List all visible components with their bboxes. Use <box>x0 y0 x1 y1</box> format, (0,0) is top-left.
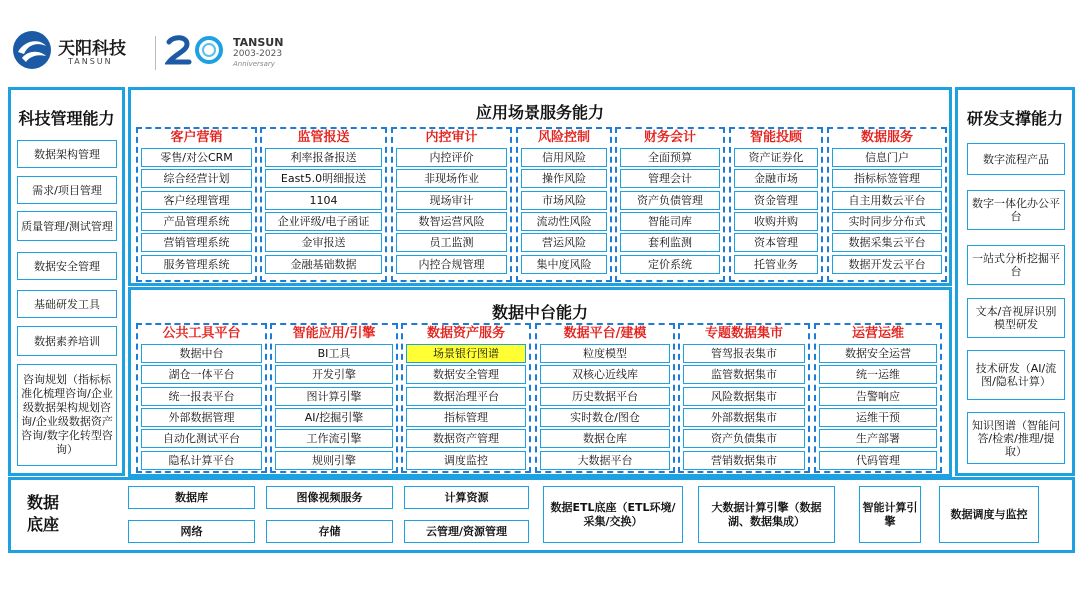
group-item: 资本管理 <box>734 233 818 252</box>
group-item: 营销数据集市 <box>683 451 805 470</box>
base-item: 计算资源 <box>404 486 529 509</box>
group-item: 资产负债集市 <box>683 429 805 448</box>
group-header: 监管报送 <box>297 130 350 145</box>
left-item: 咨询规划（指标标准化梳理咨询/企业级数据架构规划咨询/企业级数据资产咨询/数字化转型咨询） <box>17 364 117 466</box>
base-item: 网络 <box>128 520 255 543</box>
group-item: 数据资产管理 <box>406 429 526 448</box>
base-item: 数据库 <box>128 486 255 509</box>
group-item: 集中度风险 <box>521 255 607 274</box>
anniversary-word: Anniversary <box>233 60 275 68</box>
group-item: 规则引擎 <box>275 451 393 470</box>
group-item: 客户经理管理 <box>141 191 252 210</box>
group-item: 操作风险 <box>521 169 607 188</box>
group-item: 流动性风险 <box>521 212 607 231</box>
right-item: 数字流程产品 <box>967 143 1065 175</box>
group-item: 信息门户 <box>832 148 942 167</box>
group-item: 代码管理 <box>819 451 937 470</box>
group-header: 专题数据集市 <box>704 326 783 341</box>
group-item: 内控评价 <box>396 148 507 167</box>
group-item: BI工具 <box>275 344 393 363</box>
group-item: 外部数据集市 <box>683 408 805 427</box>
group-item: 资产证券化 <box>734 148 818 167</box>
group-item: 数据开发云平台 <box>832 255 942 274</box>
group-header: 智能应用/引擎 <box>292 326 376 341</box>
header-divider <box>155 36 156 70</box>
group-item: 统一运维 <box>819 365 937 384</box>
right-item: 技术研发（AI/流图/隐私计算） <box>967 350 1065 400</box>
capability-group <box>401 323 531 473</box>
capability-group <box>615 127 725 282</box>
group-item: 湖仓一体平台 <box>141 365 262 384</box>
capability-group <box>535 323 675 473</box>
group-item: 历史数据平台 <box>540 387 670 406</box>
group-item: 调度监控 <box>406 451 526 470</box>
capability-group <box>260 127 387 282</box>
group-item: 零售/对公CRM <box>141 148 252 167</box>
rd-support-panel <box>955 87 1075 476</box>
group-header: 客户营销 <box>170 130 223 145</box>
group-item: 数智运营风险 <box>396 212 507 231</box>
application-panel <box>128 87 952 286</box>
base-item: 大数据计算引擎（数据湖、数据集成） <box>698 486 835 543</box>
group-item: 粒度模型 <box>540 344 670 363</box>
anniversary-years: 2003-2023 <box>233 49 283 59</box>
group-item: 告警响应 <box>819 387 937 406</box>
capability-group <box>391 127 512 282</box>
capability-group <box>136 127 257 282</box>
group-item: 托管业务 <box>734 255 818 274</box>
group-item: 收购并购 <box>734 212 818 231</box>
group-item: 数据安全运营 <box>819 344 937 363</box>
group-item: 产品管理系统 <box>141 212 252 231</box>
base-item: 图像视频服务 <box>266 486 393 509</box>
group-item: 管驾报表集市 <box>683 344 805 363</box>
group-item: 图计算引擎 <box>275 387 393 406</box>
group-item: 数据治理平台 <box>406 387 526 406</box>
group-header: 公共工具平台 <box>162 326 241 341</box>
group-item: East5.0明细报送 <box>265 169 382 188</box>
company-en: TANSUN <box>68 57 113 66</box>
panel-title: 研发支撑能力 <box>966 109 1063 128</box>
group-item: 市场风险 <box>521 191 607 210</box>
capability-group <box>516 127 612 282</box>
group-item: 实时同步分布式 <box>832 212 942 231</box>
group-item: AI/挖掘引擎 <box>275 408 393 427</box>
group-header: 运营运维 <box>851 326 904 341</box>
base-item: 数据调度与监控 <box>939 486 1039 543</box>
group-item: 金审报送 <box>265 233 382 252</box>
group-item: 信用风险 <box>521 148 607 167</box>
group-item: 金融市场 <box>734 169 818 188</box>
base-item: 智能计算引擎 <box>859 486 921 543</box>
group-item: 开发引擎 <box>275 365 393 384</box>
group-item: 指标标签管理 <box>832 169 942 188</box>
left-item: 需求/项目管理 <box>17 176 117 204</box>
capability-group <box>136 323 267 473</box>
group-item: 外部数据管理 <box>141 408 262 427</box>
capability-group <box>814 323 942 473</box>
base-item: 存储 <box>266 520 393 543</box>
panel-title: 科技管理能力 <box>18 109 115 128</box>
base-item: 云管理/资源管理 <box>404 520 529 543</box>
left-item: 基础研发工具 <box>17 290 117 318</box>
group-item: 管理会计 <box>620 169 720 188</box>
panel-title: 数据中台能力 <box>491 303 588 322</box>
group-item: 1104 <box>265 191 382 210</box>
group-item: 数据仓库 <box>540 429 670 448</box>
anniversary-20-logo <box>165 34 227 68</box>
capability-group <box>729 127 823 282</box>
group-item: 金融基础数据 <box>265 255 382 274</box>
group-item: 指标管理 <box>406 408 526 427</box>
group-item: 统一报表平台 <box>141 387 262 406</box>
group-item: 运维干预 <box>819 408 937 427</box>
group-item: 实时数仓/图仓 <box>540 408 670 427</box>
group-item: 数据中台 <box>141 344 262 363</box>
capability-group <box>270 323 398 473</box>
right-item: 一站式分析挖掘平台 <box>967 245 1065 285</box>
group-item: 非现场作业 <box>396 169 507 188</box>
group-item: 数据安全管理 <box>406 365 526 384</box>
right-item: 文本/音视屏识别模型研发 <box>967 298 1065 338</box>
group-item: 套利监测 <box>620 233 720 252</box>
group-item: 企业评级/电子函证 <box>265 212 382 231</box>
group-item: 场景银行图谱 <box>406 344 526 363</box>
group-item: 智能司库 <box>620 212 720 231</box>
group-item: 全面预算 <box>620 148 720 167</box>
group-item: 生产部署 <box>819 429 937 448</box>
left-item: 数据素养培训 <box>17 326 117 356</box>
tech-management-panel <box>8 87 125 476</box>
group-item: 双核心近线库 <box>540 365 670 384</box>
right-item: 数字一体化办公平台 <box>967 190 1065 230</box>
tansun-logo-icon <box>12 30 52 70</box>
group-item: 定价系统 <box>620 255 720 274</box>
data-middle-platform-panel <box>128 287 952 477</box>
right-item: 知识图谱（智能问答/检索/推理/提取） <box>967 412 1065 464</box>
group-item: 隐私计算平台 <box>141 451 262 470</box>
group-item: 员工监测 <box>396 233 507 252</box>
panel-title: 应用场景服务能力 <box>475 103 604 122</box>
group-item: 风险数据集市 <box>683 387 805 406</box>
group-item: 资金管理 <box>734 191 818 210</box>
group-item: 资产负债管理 <box>620 191 720 210</box>
group-header: 智能投顾 <box>749 130 802 145</box>
company-name: 天阳科技 <box>58 39 126 59</box>
left-item: 数据架构管理 <box>17 140 117 168</box>
base-item: 数据ETL底座（ETL环境/采集/交换） <box>543 486 683 543</box>
panel-title: 数据底座 <box>27 493 60 534</box>
group-item: 营运风险 <box>521 233 607 252</box>
group-item: 现场审计 <box>396 191 507 210</box>
group-item: 综合经营计划 <box>141 169 252 188</box>
group-item: 工作流引擎 <box>275 429 393 448</box>
capability-group <box>678 323 810 473</box>
header <box>0 0 420 80</box>
capability-group <box>827 127 947 282</box>
group-item: 自主用数云平台 <box>832 191 942 210</box>
group-item: 营销管理系统 <box>141 233 252 252</box>
group-item: 大数据平台 <box>540 451 670 470</box>
group-header: 数据平台/建模 <box>563 326 647 341</box>
group-header: 风险控制 <box>537 130 590 145</box>
group-header: 数据资产服务 <box>426 326 505 341</box>
group-header: 数据服务 <box>860 130 913 145</box>
group-item: 数据采集云平台 <box>832 233 942 252</box>
group-header: 财务会计 <box>643 130 696 145</box>
anniversary-brand: TANSUN <box>233 36 284 49</box>
group-item: 自动化测试平台 <box>141 429 262 448</box>
group-item: 监管数据集市 <box>683 365 805 384</box>
data-foundation-panel <box>8 477 1075 553</box>
left-item: 数据安全管理 <box>17 252 117 280</box>
group-item: 利率报备报送 <box>265 148 382 167</box>
left-item: 质量管理/测试管理 <box>17 211 117 241</box>
group-item: 服务管理系统 <box>141 255 252 274</box>
group-header: 内控审计 <box>425 130 478 145</box>
group-item: 内控合规管理 <box>396 255 507 274</box>
